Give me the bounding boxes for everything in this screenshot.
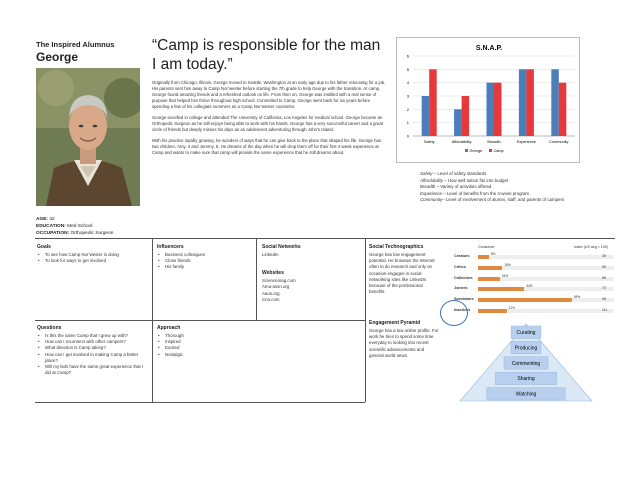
technographics-row <box>438 263 610 273</box>
row-label: Joiners <box>454 286 468 291</box>
pyramid-level-label: Commenting <box>511 360 541 367</box>
bar-george <box>422 96 430 136</box>
index-value: 73 <box>602 286 606 291</box>
bar-camp <box>559 83 567 136</box>
definition-item: Affordability – How well tuition fits into budget <box>420 177 509 183</box>
websites-title: Websites <box>262 270 284 277</box>
definition-item: Safety – Level of safety standards <box>420 171 487 176</box>
bar-camp <box>526 69 534 136</box>
questions-section <box>37 325 149 376</box>
y-tick-label: 2 <box>406 106 409 112</box>
list-item: Cnn.com <box>262 296 280 302</box>
divider <box>256 238 257 320</box>
technographics-section <box>369 244 437 295</box>
bar-track <box>478 266 614 270</box>
row-label: Creators <box>454 254 470 258</box>
demo-age: AGE: 42 <box>36 217 55 222</box>
pyramid-level-label: Curating <box>516 330 536 336</box>
bar-george <box>519 69 527 136</box>
list-item: • Thorough <box>157 333 253 339</box>
bar-percent: 69% <box>573 295 581 300</box>
bar-track <box>478 255 614 259</box>
snap-definitions <box>420 171 620 204</box>
list-item: • How can I get involved in making Camp a better place? <box>37 352 149 364</box>
bio-paragraph: George excelled in college and attended The University of California, Los Angeles for medical school. George became an Orthopedic Surgeon as he still enjoys being able to work with his hands. George has a very successful career and a great circle of friends but deeply misses his days as an adolescent adventuring through John’s Island. <box>152 114 383 133</box>
y-tick-label: 4 <box>406 80 409 86</box>
demographics <box>36 216 113 238</box>
definition-item: Breadth – Variety of activities offered <box>420 184 492 190</box>
technographics-row <box>438 284 610 294</box>
bar-fill <box>478 287 524 291</box>
bar-percent: 21% <box>508 306 515 310</box>
bar-percent: 34% <box>526 284 533 289</box>
bar-fill <box>478 298 572 302</box>
bar-camp <box>494 83 502 136</box>
index-value: 36 <box>602 264 606 269</box>
bio-paragraph: Originally from Chicago, Illinois, George moved to Seattle, Washington at an early age due to his father relocating for a job. His parents sent him away to Camp Nor’wester before starting the 7th grade to help George with the transition. At camp, George found amazing friends and a refreshed outlook on life. From then on, George was instilled with a real sense of purpose that helped him thrive throughout high school. Committed to Camp, George went back for six years before spending a few of his collegiate summers as a Camp Nor’wester counselor. <box>152 80 386 110</box>
index-header: Index (US avg = 100) <box>573 245 608 249</box>
bar-fill <box>478 309 507 313</box>
bar-fill <box>478 277 500 281</box>
list-item: Ama-assn.org <box>262 284 290 290</box>
y-tick-label: 1 <box>406 120 409 126</box>
x-tick-label: Affordability <box>451 140 472 144</box>
technographics-title: Social Technographics <box>369 244 424 250</box>
list-item: • Close friends <box>157 258 253 264</box>
engagement-pyramid <box>458 322 594 402</box>
x-tick-label: Safety <box>423 140 435 144</box>
persona-eyebrow: The Inspired Alumnus <box>36 40 115 49</box>
bar-track <box>478 277 614 281</box>
technographics-row <box>438 252 610 262</box>
list-item: • His family <box>157 264 253 270</box>
divider <box>152 238 153 402</box>
goals-title: Goals <box>37 244 51 250</box>
y-tick-label: 6 <box>406 53 409 59</box>
bar-camp <box>429 69 437 136</box>
index-value: 86 <box>602 275 606 280</box>
bio-paragraph: With his practice rapidly growing, he wonders of ways that he can give back to the place that shaped his life. George has two children, Amy, 3 and Jeremy, 5. He dreams of the day when he will drop them off for their first 4-week experience at Camp and wants to make sure that camp will provide the same experience that he still dreams about. <box>152 137 382 155</box>
influencers-section <box>157 244 253 271</box>
bar-track <box>478 287 614 291</box>
list-item: • To look for ways to get involved <box>37 258 149 264</box>
bar-track <box>478 309 614 313</box>
divider <box>35 402 365 403</box>
bar-fill <box>478 266 502 270</box>
legend-swatch <box>465 149 468 152</box>
y-tick-label: 0 <box>406 133 409 139</box>
approach-list <box>157 333 253 358</box>
legend-label: Camp <box>493 149 504 153</box>
list-item: • Nostalgic <box>157 352 253 358</box>
x-tick-label: Breadth <box>487 140 501 144</box>
list-item: • Is this the same Camp that I grew up with? <box>37 333 149 339</box>
row-label: Spectators <box>454 297 474 302</box>
social-networks-section <box>262 244 362 303</box>
demo-occupation: OCCUPATION: Orthopedic Surgeon <box>36 231 114 237</box>
bar-percent: 18% <box>504 262 511 267</box>
divider <box>365 238 366 402</box>
approach-section <box>157 325 253 358</box>
influencers-list <box>157 252 253 271</box>
pyramid-level-label: Sharing <box>517 376 535 383</box>
bar-track <box>478 298 614 302</box>
technographics-table-header <box>478 245 608 249</box>
bar-george <box>454 109 462 136</box>
questions-list <box>37 333 149 376</box>
pyramid-section <box>369 320 439 359</box>
pyramid-text: George has a low online profile. For work he tries to spend some time everyday to looking into recent scientific advancements and general world news. <box>369 328 439 358</box>
snap-chart <box>396 37 580 163</box>
list-item: LinkedIn <box>262 252 279 257</box>
goals-list <box>37 252 149 264</box>
list-item: • Will my kids have the same great experience that I did at Camp? <box>37 364 149 376</box>
x-tick-label: Community <box>549 140 569 144</box>
list-item: • To see how Camp Nor’wester is doing <box>37 252 149 258</box>
list-item: • Inspired <box>157 339 253 345</box>
chart-title: S.N.A.P. <box>475 45 503 52</box>
technographics-row <box>438 274 610 284</box>
bar-camp <box>462 96 470 136</box>
list-item: • What direction is Camp taking? <box>37 345 149 351</box>
questions-title: Questions <box>37 325 62 331</box>
pyramid-title: Engagement Pyramid <box>369 320 421 326</box>
demo-education: EDUCATION: Med School <box>36 224 93 230</box>
goals-section <box>37 244 149 264</box>
list-item: • Excited <box>157 345 253 351</box>
pyramid-level-label: Watching <box>515 391 537 398</box>
definition-item: Community– Level of involvement of alumni, staff, and parents of campers <box>420 197 565 203</box>
persona-photo <box>36 68 140 206</box>
persona-bio <box>152 80 388 161</box>
y-tick-label: 5 <box>406 66 409 72</box>
list-item: • How can I reconnect with other campers? <box>37 339 149 345</box>
legend-label: George <box>469 149 483 153</box>
technographics-text: George has low engagement potential. He browses the Internet often to do research and only on occasion engages in social networking sites like LinkedIn because of the professional benefits. <box>369 252 435 295</box>
bar-george <box>551 69 559 136</box>
bar-percent: 8% <box>490 252 496 256</box>
legend-swatch <box>489 149 492 152</box>
consumer-header: Consumer <box>478 245 495 249</box>
persona-name: George <box>36 50 79 64</box>
index-value: 111 <box>602 308 608 312</box>
row-label: Collectors <box>454 275 473 280</box>
row-label: Critics <box>454 264 466 269</box>
bar-fill <box>478 255 489 259</box>
index-value: 98 <box>602 297 606 302</box>
list-item: • Business colleagues <box>157 252 253 258</box>
list-item: Sciencemag.com <box>262 278 296 284</box>
bar-george <box>487 83 495 136</box>
index-value: 35 <box>602 254 606 258</box>
x-tick-label: Experience <box>516 140 536 144</box>
definition-item: Experience – Level of benefits from the 4-week program <box>420 190 530 196</box>
pyramid-level-label: Producing <box>514 345 538 352</box>
influencers-title: Influencers <box>157 244 184 250</box>
bar-percent: 16% <box>501 273 509 278</box>
divider <box>35 320 365 321</box>
approach-title: Approach <box>157 325 181 331</box>
divider <box>35 238 615 239</box>
social-networks-title: Social Networks <box>262 244 301 250</box>
y-tick-label: 3 <box>406 93 409 99</box>
persona-headline: “Camp is responsible for the man I am today.” <box>152 37 381 73</box>
row-label: Inactives <box>454 308 471 312</box>
list-item: Aaos.org <box>262 290 280 296</box>
